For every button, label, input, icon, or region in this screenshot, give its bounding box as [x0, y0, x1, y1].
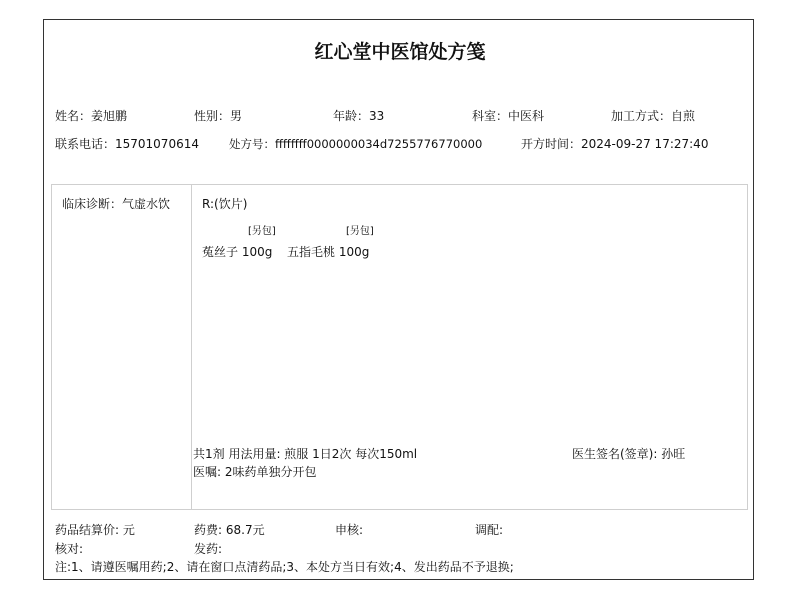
drug-fee: 药费: 68.7元: [194, 523, 265, 537]
settle-price: 药品结算价: 元: [55, 523, 135, 537]
herb-item: 五指毛桃 100g: [287, 245, 370, 259]
page-title: 红心堂中医馆处方笺: [314, 41, 486, 63]
issue-field: 发药:: [194, 542, 223, 556]
patient-department: 科室：中医科: [472, 109, 545, 123]
usage-dosage: 共1剂 用法用量: 煎服 1日2次 每次150ml: [193, 447, 418, 461]
clinical-diagnosis: 临床诊断：气虚水饮: [62, 197, 171, 211]
item-tag: [另包]: [248, 226, 276, 237]
patient-gender: 性别：男: [194, 109, 243, 123]
prescription-time: 开方时间：2024-09-27 17:27:40: [521, 137, 709, 151]
column-divider: [191, 185, 192, 509]
patient-phone: 联系电话：15701070614: [55, 137, 199, 151]
herb-item: 菟丝子 100g: [202, 245, 273, 259]
medical-advice: 医嘱: 2味药单独分开包: [193, 465, 317, 479]
dispense-field: 调配:: [475, 523, 504, 537]
review-field: 申核:: [335, 523, 364, 537]
patient-age: 年龄：33: [333, 109, 385, 123]
processing-method: 加工方式：自煎: [611, 109, 696, 123]
rx-header: R:(饮片): [202, 197, 248, 211]
footer-note: 注:1、请遵医嘱用药;2、请在窗口点清药品;3、本处方当日有效;4、发出药品不予退换;: [55, 560, 514, 574]
item-tag: [另包]: [346, 226, 374, 237]
patient-name: 姓名：姜旭鹏: [55, 109, 128, 123]
doctor-signature: 医生签名(签章): 孙旺: [572, 447, 686, 461]
prescription-number: 处方号：ffffffff0000000034d7255776770000: [229, 137, 483, 151]
check-field: 核对:: [55, 542, 84, 556]
